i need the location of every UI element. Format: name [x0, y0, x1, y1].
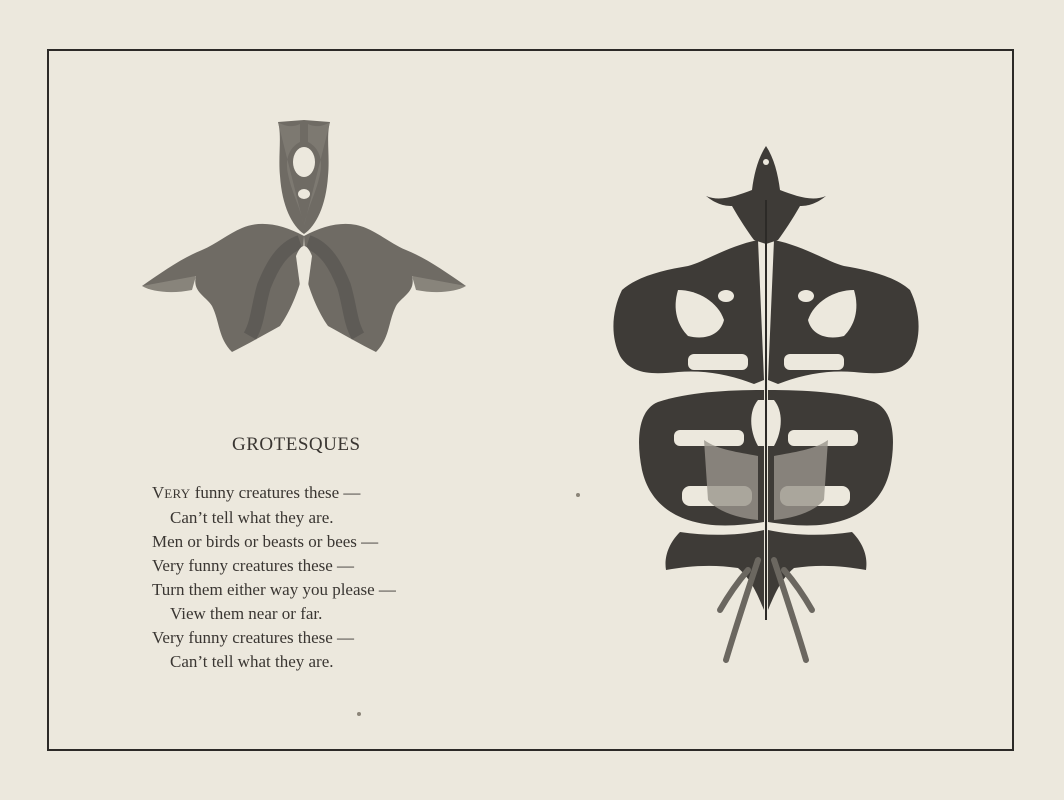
poem-first-word-initial: V — [152, 483, 165, 502]
poem-line-7: Very funny creatures these — — [152, 628, 355, 647]
inkblot-creature-illustration — [608, 140, 924, 672]
poem-line-8: Can’t tell what they are. — [170, 652, 334, 671]
poem-line-2: Can’t tell what they are. — [170, 508, 334, 527]
inkblot-winged-illustration — [132, 116, 476, 360]
poem-line-1 — [152, 481, 472, 506]
poem-title: GROTESQUES — [232, 434, 361, 455]
poem-stanza — [152, 481, 472, 674]
poem-line-5: Turn them either way you please — — [152, 580, 396, 599]
paper-speck — [576, 493, 580, 497]
poem-line-6: View them near or far. — [170, 604, 323, 623]
poem-first-word-rest: ERY — [164, 486, 191, 501]
poem-line-1-text: funny creatures these — — [190, 483, 361, 502]
paper-speck — [357, 712, 361, 716]
poem-line-3: Men or birds or beasts or bees — — [152, 532, 379, 551]
poem-line-4: Very funny creatures these — — [152, 556, 355, 575]
